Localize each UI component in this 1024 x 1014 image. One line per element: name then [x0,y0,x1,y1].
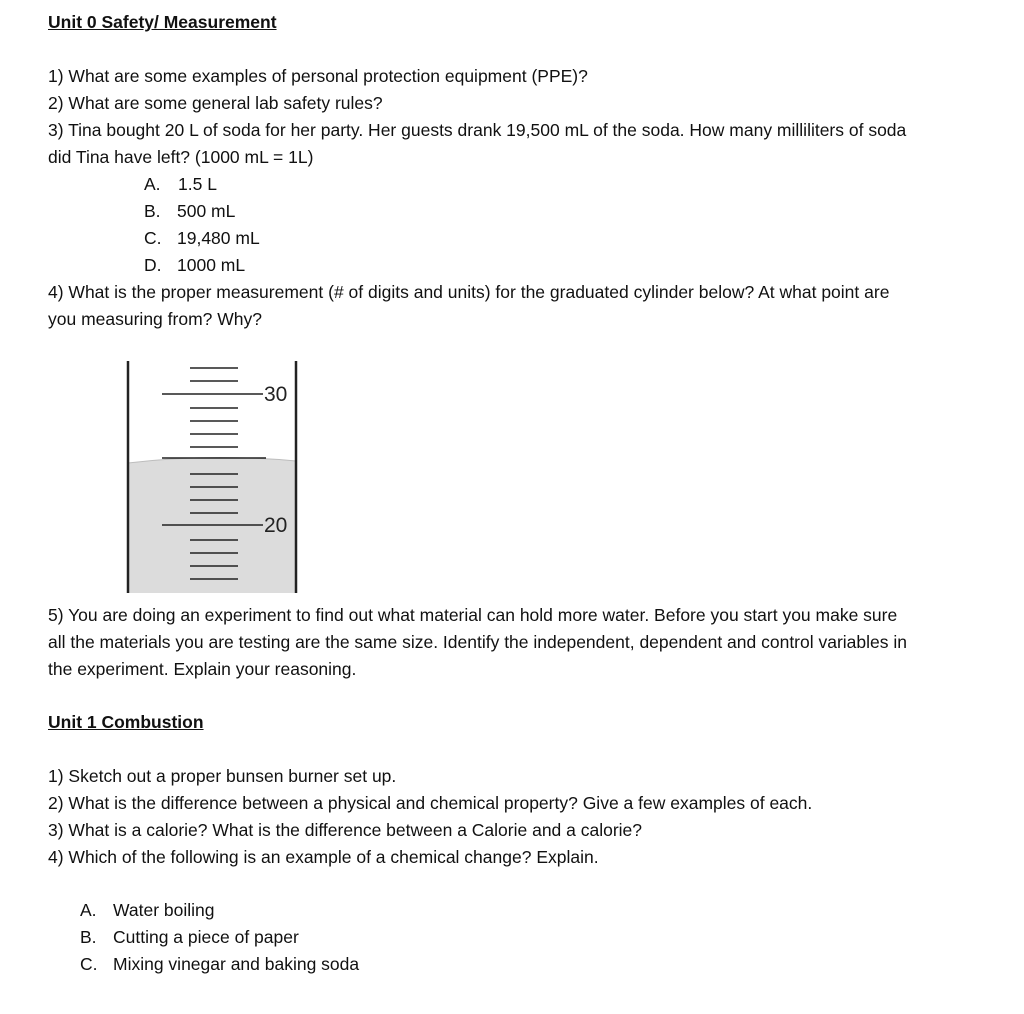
option-letter: B. [144,201,161,221]
option-letter: D. [144,255,162,275]
q3-option-c [144,227,260,249]
option-text: Cutting a piece of paper [113,927,299,947]
option-letter: A. [144,174,161,194]
unit1-q4-option-a [80,899,214,921]
q3-option-b [144,200,235,222]
unit0-question-5-line3: the experiment. Explain your reasoning. [48,659,357,679]
option-letter: A. [80,900,97,920]
unit0-question-3-line2: did Tina have left? (1000 mL = 1L) [48,147,314,167]
option-text: 19,480 mL [177,228,260,248]
unit1-q4-option-b [80,926,299,948]
unit0-question-4-line1: 4) What is the proper measurement (# of digits and units) for the graduated cylinder below? At what point are [48,282,890,302]
option-text: Mixing vinegar and baking soda [113,954,360,974]
unit0-heading: Unit 0 Safety/ Measurement [48,12,277,32]
option-text: 500 mL [177,201,236,221]
unit0-question-1: 1) What are some examples of personal protection equipment (PPE)? [48,66,588,86]
option-text: 1000 mL [177,255,246,275]
q3-option-a [144,173,217,195]
unit1-q4-option-c [80,953,359,975]
unit0-question-5-line2: all the materials you are testing are the same size. Identify the independent, dependent and control variables in [48,632,908,652]
unit1-question-2: 2) What is the difference between a physical and chemical property? Give a few examples of each. [48,793,813,813]
unit0-question-4-line2: you measuring from? Why? [48,309,262,329]
option-letter: C. [80,954,98,974]
graduated-cylinder-figure [118,355,308,597]
tick-label-20: 20 [264,514,288,537]
option-text: 1.5 L [178,174,217,194]
unit1-question-1: 1) Sketch out a proper bunsen burner set up. [48,766,397,786]
unit0-question-5-line1: 5) You are doing an experiment to find out what material can hold more water. Before you start you make sure [48,605,898,625]
unit0-question-3-line1: 3) Tina bought 20 L of soda for her party. Her guests drank 19,500 mL of the soda. How many milliliters of soda [48,120,907,140]
tick-label-30: 30 [264,383,288,406]
option-text: Water boiling [113,900,215,920]
unit1-heading: Unit 1 Combustion [48,712,204,732]
option-letter: C. [144,228,162,248]
q3-option-d [144,254,245,276]
unit1-question-4: 4) Which of the following is an example of a chemical change? Explain. [48,847,599,867]
unit1-question-3: 3) What is a calorie? What is the difference between a Calorie and a calorie? [48,820,643,840]
unit0-question-2: 2) What are some general lab safety rules? [48,93,383,113]
option-letter: B. [80,927,97,947]
